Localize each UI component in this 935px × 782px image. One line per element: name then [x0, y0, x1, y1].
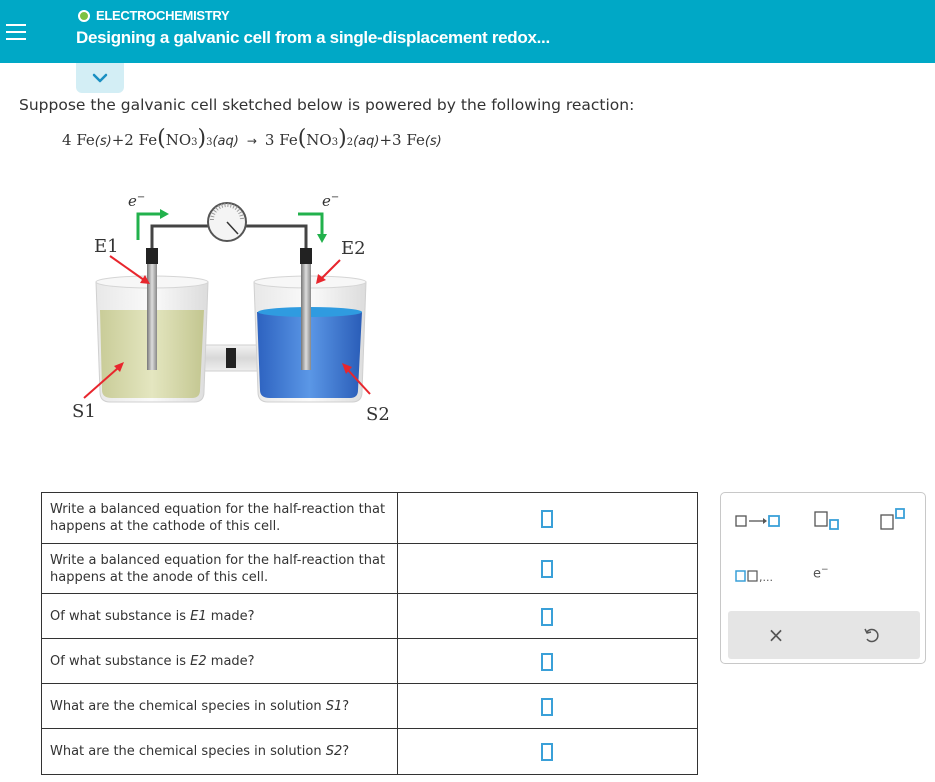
list-button[interactable] [735, 569, 773, 583]
header-bar [0, 0, 935, 63]
undo-icon [863, 626, 881, 644]
question-anode: Write a balanced equation for the half-reaction that happens at the anode of this cell. [42, 544, 398, 594]
electrode-e1 [146, 248, 158, 370]
subscript-icon [813, 509, 843, 531]
collapse-toggle[interactable] [76, 63, 124, 93]
label-s1: S1 [72, 401, 96, 422]
reaction-equation: 4 Fe (s) + 2 Fe ( NO 3 ) $_3$ (aq) → 3 Fe ( NO 3 ) $_2$ (aq) + 3 Fe (s) [62, 126, 442, 151]
list-ellipsis: ,... [759, 571, 773, 584]
table-row [42, 493, 698, 544]
electron-label-left: e− [128, 192, 146, 210]
table-row [42, 729, 698, 775]
reaction-arrow-icon [735, 513, 781, 529]
menu-button[interactable] [0, 0, 32, 63]
question-s2: What are the chemical species in solution S2? [42, 729, 398, 775]
external-wire [246, 226, 306, 252]
label-e2: E2 [341, 238, 366, 259]
list-icon [735, 569, 759, 583]
superscript-button[interactable] [879, 507, 913, 535]
external-wire [152, 226, 208, 252]
electron-label-right: e− [322, 192, 340, 210]
voltmeter-icon [208, 203, 246, 241]
problem-prompt: Suppose the galvanic cell sketched below is powered by the following reaction: [19, 96, 635, 114]
label-e1: E1 [94, 236, 119, 257]
chevron-down-icon [92, 72, 108, 84]
question-e2: Of what substance is E2 made? [42, 639, 398, 684]
status-dot-icon [78, 10, 90, 22]
topic-label [78, 8, 229, 23]
electron-button[interactable]: e− [813, 565, 829, 582]
table-row [42, 544, 698, 594]
answer-input-cathode[interactable] [541, 510, 553, 528]
tool-palette [720, 492, 926, 664]
superscript-icon [879, 507, 913, 531]
hamburger-icon [6, 19, 26, 45]
electron-symbol: e [813, 566, 821, 582]
electrode-e2 [300, 248, 312, 370]
question-cathode: Write a balanced equation for the half-reaction that happens at the cathode of this cell. [42, 493, 398, 544]
galvanic-cell-diagram [60, 180, 420, 430]
answer-input-e1[interactable] [541, 608, 553, 626]
clear-button[interactable] [728, 611, 824, 659]
electron-arrow-right [298, 214, 327, 243]
answer-input-s1[interactable] [541, 698, 553, 716]
question-e1: Of what substance is E1 made? [42, 594, 398, 639]
question-s1: What are the chemical species in solution S1? [42, 684, 398, 729]
table-row [42, 594, 698, 639]
answer-input-anode[interactable] [541, 560, 553, 578]
question-table [41, 492, 698, 775]
table-row [42, 639, 698, 684]
undo-button[interactable] [824, 611, 920, 659]
table-row [42, 684, 698, 729]
topic-text: ELECTROCHEMISTRY [96, 8, 230, 23]
answer-input-s2[interactable] [541, 743, 553, 761]
close-icon: × [767, 623, 785, 647]
label-s2: S2 [366, 404, 390, 425]
answer-input-e2[interactable] [541, 653, 553, 671]
palette-actions [728, 611, 920, 659]
subscript-button[interactable] [813, 509, 843, 535]
reaction-arrow-button[interactable] [735, 513, 781, 533]
page-title: Designing a galvanic cell from a single-displacement redox... [76, 28, 550, 47]
